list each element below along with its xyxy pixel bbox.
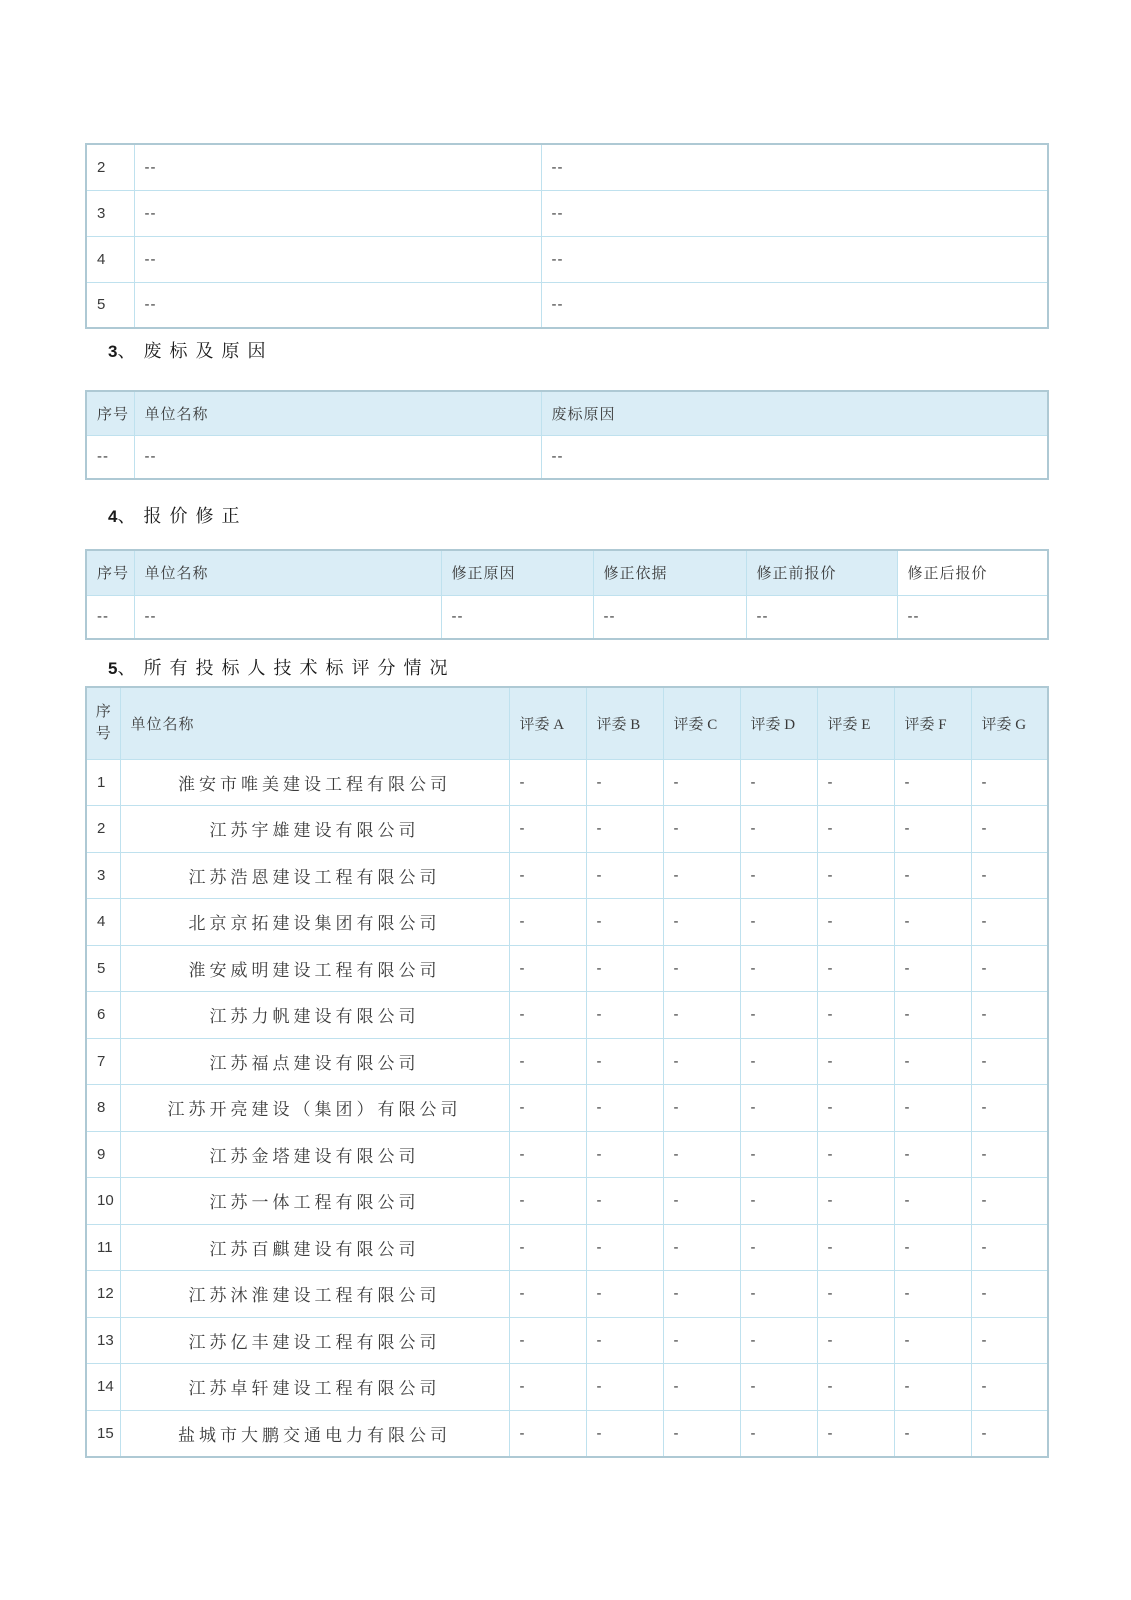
cell-empty-value: -- (541, 282, 1048, 328)
table-row (86, 1271, 1048, 1318)
cell-judge-score: - (509, 852, 586, 899)
cell-judge-score: - (663, 992, 740, 1039)
cell-judge-score: - (971, 1317, 1048, 1364)
cell-correction-reason: -- (441, 595, 593, 639)
cell-unit-name: -- (134, 595, 441, 639)
cell-judge-score: - (740, 1178, 817, 1225)
cell-serial-number: 3 (86, 852, 120, 899)
cell-serial-number: 4 (86, 899, 120, 946)
cell-serial-number: 7 (86, 1038, 120, 1085)
cell-judge-score: - (740, 1038, 817, 1085)
cell-judge-score: - (586, 852, 663, 899)
cell-judge-score: - (509, 1317, 586, 1364)
cell-judge-score: - (586, 1178, 663, 1225)
cell-judge-score: - (509, 945, 586, 992)
cell-judge-score: - (894, 1224, 971, 1271)
cell-judge-score: - (509, 1178, 586, 1225)
cell-empty-value: -- (541, 236, 1048, 282)
cell-judge-score: - (663, 1364, 740, 1411)
cell-judge-score: - (817, 1317, 894, 1364)
cell-serial-number: -- (86, 595, 134, 639)
header-judge: 评委 E (817, 687, 894, 759)
cell-judge-score: - (740, 1317, 817, 1364)
header-correction-reason: 修正原因 (441, 550, 593, 595)
cell-judge-score: - (740, 1364, 817, 1411)
cell-judge-score: - (509, 1271, 586, 1318)
cell-judge-score: - (663, 1085, 740, 1132)
cell-judge-score: - (740, 1131, 817, 1178)
table-row (86, 282, 1048, 328)
cell-judge-score: - (971, 1178, 1048, 1225)
cell-judge-score: - (740, 945, 817, 992)
table-row (86, 992, 1048, 1039)
cell-judge-score: - (740, 1410, 817, 1457)
table-row (86, 852, 1048, 899)
cell-unit-name: 江苏金塔建设有限公司 (120, 1131, 509, 1178)
cell-judge-score: - (586, 1317, 663, 1364)
cell-judge-score: - (817, 1224, 894, 1271)
cell-serial-number: 8 (86, 1085, 120, 1132)
cell-judge-score: - (971, 1410, 1048, 1457)
cell-judge-score: - (663, 1038, 740, 1085)
cell-empty-value: -- (134, 236, 541, 282)
header-reject-reason: 废标原因 (541, 391, 1048, 435)
cell-judge-score: - (663, 1178, 740, 1225)
header-correction-basis: 修正依据 (593, 550, 746, 595)
cell-judge-score: - (740, 1271, 817, 1318)
cell-judge-score: - (817, 899, 894, 946)
header-price-before: 修正前报价 (746, 550, 897, 595)
price-correction-table (85, 549, 1049, 640)
cell-correction-basis: -- (593, 595, 746, 639)
header-price-after: 修正后报价 (897, 550, 1048, 595)
table-row (86, 899, 1048, 946)
cell-judge-score: - (586, 992, 663, 1039)
cell-judge-score: - (817, 1271, 894, 1318)
cell-judge-score: - (663, 945, 740, 992)
heading-number: 3 (108, 342, 118, 361)
cell-judge-score: - (971, 852, 1048, 899)
cell-judge-score: - (509, 1085, 586, 1132)
cell-unit-name: -- (134, 435, 541, 479)
table-row (86, 190, 1048, 236)
cell-unit-name: 江苏开亮建设（集团）有限公司 (120, 1085, 509, 1132)
table-row (86, 1364, 1048, 1411)
cell-unit-name: 江苏力帆建设有限公司 (120, 992, 509, 1039)
cell-judge-score: - (663, 1131, 740, 1178)
cell-judge-score: - (586, 1131, 663, 1178)
cell-empty-value: -- (541, 144, 1048, 190)
cell-serial-number: 15 (86, 1410, 120, 1457)
cell-judge-score: - (971, 1131, 1048, 1178)
table-row (86, 806, 1048, 853)
heading-text: 、报价修正 (117, 506, 248, 526)
cell-unit-name: 江苏福点建设有限公司 (120, 1038, 509, 1085)
cell-judge-score: - (509, 1364, 586, 1411)
cell-judge-score: - (586, 1224, 663, 1271)
cell-serial-number: 11 (86, 1224, 120, 1271)
header-judge: 评委 G (971, 687, 1048, 759)
cell-unit-name: 江苏一体工程有限公司 (120, 1178, 509, 1225)
cell-judge-score: - (740, 899, 817, 946)
cell-unit-name: 江苏宇雄建设有限公司 (120, 806, 509, 853)
cell-price-before: -- (746, 595, 897, 639)
cell-judge-score: - (894, 759, 971, 806)
cell-empty-value: -- (134, 144, 541, 190)
header-serial-number: 序号 (86, 687, 120, 759)
cell-judge-score: - (894, 1131, 971, 1178)
table-row (86, 236, 1048, 282)
cell-unit-name: 北京京拓建设集团有限公司 (120, 899, 509, 946)
bid-continuation-table (85, 143, 1049, 329)
table-row (86, 1038, 1048, 1085)
cell-judge-score: - (586, 1038, 663, 1085)
rejected-bids-table (85, 390, 1049, 480)
cell-judge-score: - (817, 1410, 894, 1457)
table-row (86, 1317, 1048, 1364)
cell-judge-score: - (740, 1224, 817, 1271)
header-unit-name: 单位名称 (134, 391, 541, 435)
cell-unit-name: 江苏亿丰建设工程有限公司 (120, 1317, 509, 1364)
table-header-row (86, 687, 1048, 759)
cell-unit-name: 江苏沐淮建设工程有限公司 (120, 1271, 509, 1318)
cell-judge-score: - (817, 852, 894, 899)
header-judge: 评委 F (894, 687, 971, 759)
cell-judge-score: - (509, 1131, 586, 1178)
cell-judge-score: - (509, 1038, 586, 1085)
cell-judge-score: - (740, 992, 817, 1039)
heading-text: 、废标及原因 (117, 341, 274, 361)
cell-price-after: -- (897, 595, 1048, 639)
cell-unit-name: 淮安威明建设工程有限公司 (120, 945, 509, 992)
cell-serial-number: 14 (86, 1364, 120, 1411)
cell-judge-score: - (817, 992, 894, 1039)
cell-judge-score: - (894, 1317, 971, 1364)
header-serial-number: 序号 (86, 391, 134, 435)
cell-judge-score: - (663, 759, 740, 806)
cell-empty-value: -- (134, 190, 541, 236)
cell-judge-score: - (817, 759, 894, 806)
cell-judge-score: - (663, 899, 740, 946)
cell-judge-score: - (509, 1410, 586, 1457)
header-judge: 评委 A (509, 687, 586, 759)
cell-judge-score: - (740, 806, 817, 853)
cell-judge-score: - (971, 899, 1048, 946)
cell-judge-score: - (971, 945, 1048, 992)
cell-unit-name: 江苏卓轩建设工程有限公司 (120, 1364, 509, 1411)
cell-judge-score: - (663, 1224, 740, 1271)
header-judge: 评委 C (663, 687, 740, 759)
cell-judge-score: - (740, 852, 817, 899)
cell-judge-score: - (971, 992, 1048, 1039)
header-serial-number: 序号 (86, 550, 134, 595)
table-row (86, 1085, 1048, 1132)
cell-unit-name: 淮安市唯美建设工程有限公司 (120, 759, 509, 806)
cell-judge-score: - (894, 945, 971, 992)
section-heading-technical-scores (108, 654, 1047, 683)
table-header-row (86, 550, 1048, 595)
cell-serial-number: 12 (86, 1271, 120, 1318)
cell-judge-score: - (586, 899, 663, 946)
cell-judge-score: - (971, 1364, 1048, 1411)
header-judge: 评委 B (586, 687, 663, 759)
table-row (86, 759, 1048, 806)
cell-judge-score: - (971, 1038, 1048, 1085)
cell-judge-score: - (509, 759, 586, 806)
cell-judge-score: - (894, 1085, 971, 1132)
cell-judge-score: - (971, 1224, 1048, 1271)
cell-judge-score: - (894, 992, 971, 1039)
cell-judge-score: - (894, 1178, 971, 1225)
cell-judge-score: - (817, 806, 894, 853)
cell-judge-score: - (894, 806, 971, 853)
cell-judge-score: - (663, 1271, 740, 1318)
cell-judge-score: - (586, 1364, 663, 1411)
cell-serial-number: 1 (86, 759, 120, 806)
cell-judge-score: - (586, 1271, 663, 1318)
header-judge: 评委 D (740, 687, 817, 759)
table-row (86, 144, 1048, 190)
cell-serial-number: 10 (86, 1178, 120, 1225)
cell-serial-number: 2 (86, 144, 134, 190)
table-row (86, 945, 1048, 992)
cell-judge-score: - (663, 806, 740, 853)
cell-serial-number: -- (86, 435, 134, 479)
cell-judge-score: - (971, 1271, 1048, 1318)
section-heading-price-correction (108, 502, 1047, 531)
header-unit-name: 单位名称 (134, 550, 441, 595)
cell-judge-score: - (817, 1038, 894, 1085)
cell-reject-reason: -- (541, 435, 1048, 479)
cell-judge-score: - (663, 1317, 740, 1364)
cell-serial-number: 13 (86, 1317, 120, 1364)
cell-judge-score: - (586, 1410, 663, 1457)
table-row (86, 595, 1048, 639)
technical-scores-table (85, 686, 1049, 1458)
table-row (86, 435, 1048, 479)
cell-unit-name: 江苏浩恩建设工程有限公司 (120, 852, 509, 899)
cell-judge-score: - (894, 1271, 971, 1318)
cell-judge-score: - (817, 1131, 894, 1178)
cell-judge-score: - (971, 1085, 1048, 1132)
cell-serial-number: 2 (86, 806, 120, 853)
cell-serial-number: 5 (86, 282, 134, 328)
cell-judge-score: - (894, 899, 971, 946)
table-row (86, 1224, 1048, 1271)
heading-number: 4 (108, 507, 118, 526)
heading-text: 、所有投标人技术标评分情况 (117, 658, 456, 678)
cell-judge-score: - (509, 899, 586, 946)
table-header-row (86, 391, 1048, 435)
cell-unit-name: 江苏百麒建设有限公司 (120, 1224, 509, 1271)
cell-judge-score: - (894, 852, 971, 899)
cell-judge-score: - (817, 1178, 894, 1225)
cell-judge-score: - (740, 759, 817, 806)
cell-empty-value: -- (134, 282, 541, 328)
cell-judge-score: - (509, 1224, 586, 1271)
cell-unit-name: 盐城市大鹏交通电力有限公司 (120, 1410, 509, 1457)
cell-serial-number: 3 (86, 190, 134, 236)
cell-serial-number: 5 (86, 945, 120, 992)
cell-judge-score: - (971, 806, 1048, 853)
cell-judge-score: - (894, 1038, 971, 1085)
cell-judge-score: - (663, 1410, 740, 1457)
cell-judge-score: - (586, 945, 663, 992)
header-unit-name: 单位名称 (120, 687, 509, 759)
table-row (86, 1131, 1048, 1178)
heading-number: 5 (108, 659, 118, 678)
cell-serial-number: 4 (86, 236, 134, 282)
table-row (86, 1178, 1048, 1225)
cell-judge-score: - (663, 852, 740, 899)
cell-serial-number: 9 (86, 1131, 120, 1178)
cell-judge-score: - (509, 992, 586, 1039)
cell-judge-score: - (740, 1085, 817, 1132)
cell-judge-score: - (586, 1085, 663, 1132)
cell-judge-score: - (586, 806, 663, 853)
cell-empty-value: -- (541, 190, 1048, 236)
cell-judge-score: - (586, 759, 663, 806)
cell-serial-number: 6 (86, 992, 120, 1039)
table-row (86, 1410, 1048, 1457)
cell-judge-score: - (894, 1364, 971, 1411)
cell-judge-score: - (817, 1364, 894, 1411)
section-heading-rejected-bids (108, 337, 1047, 366)
cell-judge-score: - (894, 1410, 971, 1457)
cell-judge-score: - (971, 759, 1048, 806)
cell-judge-score: - (817, 1085, 894, 1132)
cell-judge-score: - (509, 806, 586, 853)
cell-judge-score: - (817, 945, 894, 992)
